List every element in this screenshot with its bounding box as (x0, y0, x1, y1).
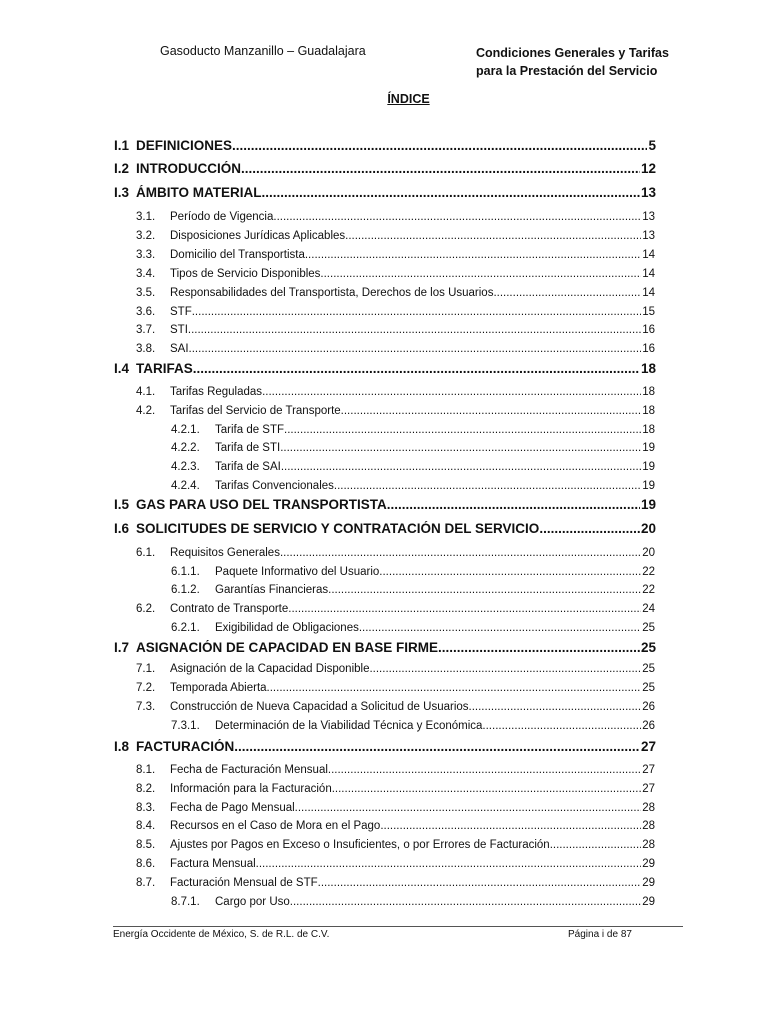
toc-entry-page: 25 (642, 663, 655, 675)
toc-leader-dots (469, 701, 642, 713)
toc-entry[interactable] (114, 497, 656, 512)
toc-entry-number: I.1 (114, 138, 130, 153)
toc-entry-page: 28 (642, 820, 655, 832)
toc-entry-number: 6.1. (136, 547, 156, 559)
toc-leader-dots (192, 306, 641, 318)
toc-entry-number: 4.2. (136, 405, 156, 417)
toc-entry-number: I.6 (114, 521, 130, 536)
toc-entry-number: 8.2. (136, 783, 156, 795)
toc-entry-title: Disposiciones Jurídicas Aplicables (170, 230, 346, 242)
toc-entry-title: SOLICITUDES DE SERVICIO Y CONTRATACIÓN DEL SERVICIO (136, 521, 540, 536)
toc-entry-number: 8.4. (136, 820, 156, 832)
toc-entry-page: 28 (642, 802, 655, 814)
toc-entry-title: Fecha de Pago Mensual (170, 802, 295, 814)
toc-leader-dots (320, 268, 641, 280)
toc-entry-number: 4.1. (136, 386, 156, 398)
toc-entry-number: I.8 (114, 739, 130, 754)
toc-entry-number: 8.5. (136, 839, 156, 851)
toc-entry[interactable] (136, 764, 655, 776)
toc-entry-number: 4.2.4. (171, 480, 200, 492)
toc-entry-title: Tarifa de STF (215, 424, 285, 436)
toc-entry[interactable] (136, 858, 655, 870)
toc-leader-dots (193, 361, 640, 376)
toc-entry-page: 13 (642, 211, 655, 223)
toc-entry-page: 19 (642, 461, 655, 473)
toc-entry-page: 29 (642, 896, 655, 908)
toc-entry[interactable] (171, 584, 655, 596)
toc-entry-number: 7.3.1. (171, 720, 200, 732)
toc-leader-dots (281, 461, 641, 473)
toc-entry-number: 6.2.1. (171, 622, 200, 634)
toc-entry-title: Fecha de Facturación Mensual (170, 764, 328, 776)
toc-leader-dots (318, 877, 642, 889)
toc-entry[interactable] (136, 324, 655, 336)
toc-leader-dots (539, 521, 640, 536)
toc-leader-dots (328, 584, 641, 596)
toc-leader-dots (438, 640, 640, 655)
toc-entry-number: 4.2.3. (171, 461, 200, 473)
toc-entry-page: 19 (642, 442, 655, 454)
toc-entry-title: INTRODUCCIÓN (136, 161, 241, 176)
toc-entry-title: DEFINICIONES (136, 138, 233, 153)
toc-entry[interactable] (136, 877, 655, 889)
toc-entry-page: 18 (642, 405, 655, 417)
toc-entry-title: FACTURACIÓN (136, 739, 235, 754)
toc-entry-title: Exigibilidad de Obligaciones (215, 622, 359, 634)
header-right-line1: Condiciones Generales y Tarifas (476, 46, 669, 60)
toc-entry[interactable] (136, 820, 655, 832)
toc-leader-dots (332, 783, 641, 795)
toc-entry-page: 27 (642, 783, 655, 795)
toc-entry[interactable] (136, 701, 655, 713)
toc-leader-dots (334, 480, 641, 492)
toc-entry-page: 26 (642, 720, 655, 732)
toc-entry-title: Información para la Facturación (170, 783, 332, 795)
toc-leader-dots (493, 287, 641, 299)
toc-entry-page: 5 (648, 138, 656, 153)
toc-entry-page: 27 (640, 739, 656, 754)
toc-entry[interactable] (136, 343, 655, 355)
toc-entry-title: SAI (170, 343, 189, 355)
toc-entry-page: 27 (642, 764, 655, 776)
toc-entry-number: 3.2. (136, 230, 156, 242)
toc-leader-dots (280, 547, 641, 559)
toc-entry-title: Tarifas del Servicio de Transporte (170, 405, 341, 417)
toc-entry-title: Tarifas Convencionales (215, 480, 334, 492)
toc-leader-dots (482, 720, 641, 732)
toc-entry-title: Asignación de la Capacidad Disponible (170, 663, 370, 675)
toc-entry-number: I.3 (114, 185, 130, 200)
toc-entry-title: STF (170, 306, 192, 318)
toc-leader-dots (262, 386, 641, 398)
toc-leader-dots (345, 230, 641, 242)
toc-entry-page: 19 (640, 497, 656, 512)
toc-entry-number: 7.1. (136, 663, 156, 675)
footer-company: Energía Occidente de México, S. de R.L. de C.V. (113, 929, 330, 940)
toc-entry[interactable] (136, 405, 655, 417)
toc-leader-dots (379, 566, 641, 578)
toc-entry-number: I.4 (114, 361, 130, 376)
toc-entry-page: 20 (640, 521, 656, 536)
toc-entry-title: Tarifa de STI (215, 442, 281, 454)
toc-entry-page: 25 (640, 640, 656, 655)
toc-entry-number: I.2 (114, 161, 130, 176)
toc-entry[interactable] (114, 161, 656, 176)
toc-entry-title: Domicilio del Transportista (170, 249, 305, 261)
toc-entry[interactable] (136, 603, 655, 615)
toc-entry-page: 25 (642, 622, 655, 634)
toc-entry[interactable] (114, 361, 656, 376)
toc-entry[interactable] (136, 547, 655, 559)
toc-entry[interactable] (136, 682, 655, 694)
toc-entry-page: 12 (640, 161, 656, 176)
toc-leader-dots (280, 442, 641, 454)
toc-entry-title: STI (170, 324, 188, 336)
toc-entry-number: 7.2. (136, 682, 156, 694)
toc-entry-number: 3.5. (136, 287, 156, 299)
toc-entry-page: 14 (642, 268, 655, 280)
toc-entry[interactable] (114, 640, 656, 655)
toc-entry[interactable] (136, 386, 655, 398)
toc-entry[interactable] (171, 480, 655, 492)
toc-leader-dots (369, 663, 641, 675)
toc-leader-dots (188, 324, 641, 336)
toc-entry[interactable] (114, 739, 656, 754)
toc-entry-page: 14 (642, 249, 655, 261)
toc-entry-title: Tarifas Reguladas (170, 386, 263, 398)
toc-entry-page: 22 (642, 566, 655, 578)
toc-entry-title: Determinación de la Viabilidad Técnica y Económica (215, 720, 483, 732)
footer-divider (113, 926, 683, 927)
toc-leader-dots (305, 249, 641, 261)
toc-entry-number: 3.3. (136, 249, 156, 261)
toc-leader-dots (380, 820, 641, 832)
toc-entry-title: ASIGNACIÓN DE CAPACIDAD EN BASE FIRME (136, 640, 439, 655)
toc-entry-page: 18 (640, 361, 656, 376)
toc-entry-page: 18 (642, 424, 655, 436)
toc-entry-page: 16 (642, 324, 655, 336)
toc-entry[interactable] (136, 802, 655, 814)
toc-leader-dots (267, 682, 642, 694)
toc-entry-number: 4.2.1. (171, 424, 200, 436)
toc-entry-page: 26 (642, 701, 655, 713)
toc-entry-page: 20 (642, 547, 655, 559)
toc-entry[interactable] (136, 663, 655, 675)
toc-entry-title: Contrato de Transporte (170, 603, 289, 615)
toc-entry[interactable] (171, 622, 655, 634)
toc-entry[interactable] (171, 442, 655, 454)
toc-entry-number: 8.1. (136, 764, 156, 776)
toc-entry-number: 3.8. (136, 343, 156, 355)
toc-entry-page: 18 (642, 386, 655, 398)
toc-leader-dots (288, 603, 641, 615)
toc-entry[interactable] (171, 424, 655, 436)
toc-leader-dots (359, 622, 641, 634)
toc-leader-dots (341, 405, 642, 417)
toc-entry[interactable] (171, 720, 655, 732)
toc-leader-dots (262, 185, 640, 200)
toc-entry[interactable] (136, 249, 655, 261)
toc-entry-title: ÁMBITO MATERIAL (136, 185, 262, 200)
toc-entry[interactable] (136, 783, 655, 795)
toc-entry-title: Garantías Financieras (215, 584, 329, 596)
toc-entry[interactable] (114, 521, 656, 536)
header-left: Gasoducto Manzanillo – Guadalajara (160, 44, 366, 58)
toc-entry[interactable] (171, 566, 655, 578)
toc-leader-dots (256, 858, 642, 870)
toc-entry-number: 3.7. (136, 324, 156, 336)
toc-entry[interactable] (171, 896, 655, 908)
toc-entry-number: 3.4. (136, 268, 156, 280)
toc-entry[interactable] (136, 306, 655, 318)
index-title: ÍNDICE (387, 92, 430, 106)
toc-leader-dots (241, 161, 640, 176)
toc-entry[interactable] (136, 287, 655, 299)
toc-entry-title: Responsabilidades del Transportista, Derechos de los Usuarios (170, 287, 494, 299)
toc-entry-title: Temporada Abierta (170, 682, 267, 694)
toc-entry-number: I.5 (114, 497, 130, 512)
toc-entry-number: I.7 (114, 640, 130, 655)
toc-entry[interactable] (114, 138, 656, 153)
toc-entry-title: Tipos de Servicio Disponibles (170, 268, 321, 280)
toc-entry-number: 3.6. (136, 306, 156, 318)
toc-leader-dots (284, 424, 641, 436)
toc-entry[interactable] (171, 461, 655, 473)
toc-entry-number: 6.1.1. (171, 566, 200, 578)
toc-entry[interactable] (136, 839, 655, 851)
toc-entry[interactable] (136, 230, 655, 242)
toc-entry-page: 19 (642, 480, 655, 492)
toc-entry-page: 15 (642, 306, 655, 318)
toc-entry[interactable] (136, 268, 655, 280)
toc-entry-title: TARIFAS (136, 361, 193, 376)
toc-entry-number: 3.1. (136, 211, 156, 223)
toc-entry-page: 13 (640, 185, 656, 200)
toc-entry-title: Requisitos Generales (170, 547, 280, 559)
toc-entry-page: 13 (642, 230, 655, 242)
toc-entry-page: 29 (642, 877, 655, 889)
toc-entry-title: GAS PARA USO DEL TRANSPORTISTA (136, 497, 387, 512)
toc-entry-title: Paquete Informativo del Usuario (215, 566, 380, 578)
toc-entry-number: 8.6. (136, 858, 156, 870)
toc-entry-title: Recursos en el Caso de Mora en el Pago (170, 820, 381, 832)
toc-entry-title: Período de Vigencia (170, 211, 274, 223)
toc-entry[interactable] (136, 211, 655, 223)
toc-entry-page: 24 (642, 603, 655, 615)
header-right-line2: para la Prestación del Servicio (476, 64, 658, 78)
toc-entry-page: 29 (642, 858, 655, 870)
toc-entry-number: 8.3. (136, 802, 156, 814)
toc-entry-title: Tarifa de SAI (215, 461, 281, 473)
toc-entry-title: Ajustes por Pagos en Exceso o Insuficientes, o por Errores de Facturación (170, 839, 550, 851)
toc-entry-number: 8.7.1. (171, 896, 200, 908)
toc-entry-title: Facturación Mensual de STF (170, 877, 318, 889)
toc-entry-page: 22 (642, 584, 655, 596)
toc-leader-dots (295, 802, 642, 814)
toc-entry-number: 6.1.2. (171, 584, 200, 596)
toc-entry-number: 4.2.2. (171, 442, 200, 454)
toc-entry-page: 28 (642, 839, 655, 851)
toc-entry-number: 8.7. (136, 877, 156, 889)
toc-leader-dots (290, 896, 641, 908)
toc-entry-number: 6.2. (136, 603, 156, 615)
toc-leader-dots (273, 211, 641, 223)
toc-entry-page: 16 (642, 343, 655, 355)
toc-leader-dots (328, 764, 641, 776)
toc-entry-title: Cargo por Uso (215, 896, 290, 908)
toc-entry-title: Factura Mensual (170, 858, 256, 870)
toc-leader-dots (189, 343, 642, 355)
toc-entry-number: 7.3. (136, 701, 156, 713)
toc-entry-page: 25 (642, 682, 655, 694)
toc-leader-dots (387, 497, 640, 512)
toc-leader-dots (234, 739, 640, 754)
toc-leader-dots (550, 839, 642, 851)
toc-entry-page: 14 (642, 287, 655, 299)
toc-entry-title: Construcción de Nueva Capacidad a Solicitud de Usuarios (170, 701, 469, 713)
footer-page-number: Página i de 87 (568, 929, 632, 940)
toc-entry[interactable] (114, 185, 656, 200)
toc-leader-dots (232, 138, 647, 153)
